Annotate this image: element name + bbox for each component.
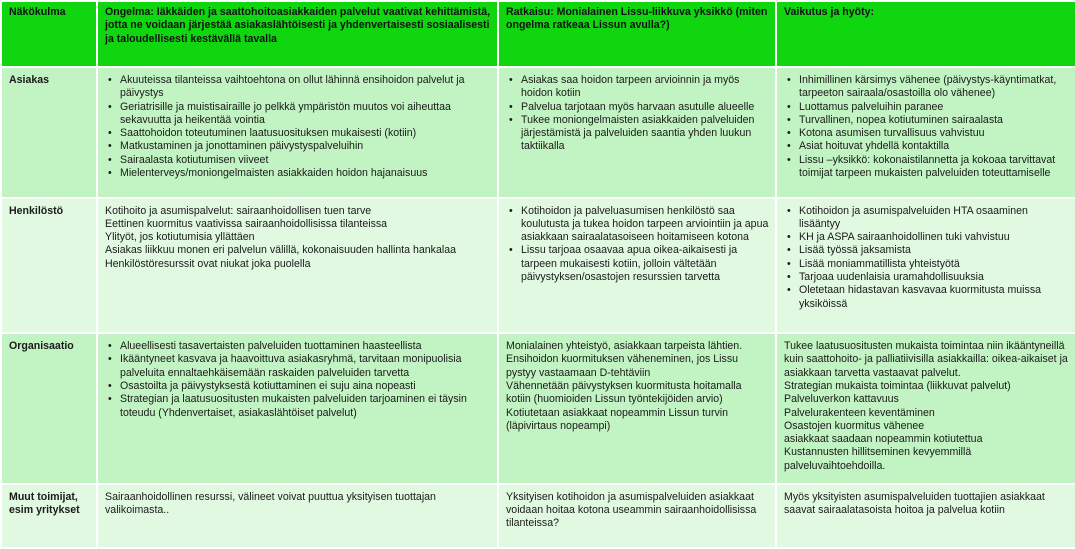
bullet-list [784, 74, 1071, 180]
list-item: • Ikääntyneet kasvava ja haavoittuva asiakasryhmä, tarvitaan monipuolisia palveluita ennaltaehkäisemään raskaiden palveluiden tarvetta [120, 353, 491, 380]
solution-cell [499, 485, 775, 547]
table-row [2, 199, 1075, 333]
list-item: • Akuuteissa tilanteissa vaihtoehtona on ollut lähinnä ensihoidon palvelut ja päivystys [120, 74, 491, 101]
table-row [2, 334, 1075, 483]
list-item: • Inhimillinen kärsimys vähenee (päivystys-käyntimatkat, tarpeeton sairaala/osastoilla olo vähenee) [799, 74, 1071, 101]
list-item: • Mielenterveys/moniongelmaisten asiakkaiden hoidon hajanaisuus [120, 167, 491, 180]
impact-cell [777, 334, 1075, 483]
text-line: Yksityisen kotihoidon ja asumispalveluiden asiakkaat voidaan hoitaa kotona useammin sairaanhoidollisissa tilanteissa? [506, 490, 757, 530]
list-item: • Osastoilta ja päivystyksestä kotiuttaminen ei suju aina nopeasti [120, 380, 491, 393]
text-line: Osastojen kuormitus vähenee [784, 419, 925, 432]
list-item: • KH ja ASPA sairaanhoidollinen tuki vahvistuu [799, 231, 1071, 244]
impact-cell [777, 199, 1075, 333]
text-line: Kotihoito ja asumispalvelut: sairaanhoidollisen tuen tarve [105, 204, 372, 217]
list-item: • Lissu –yksikkö: kokonaistilannetta ja kokoaa tarvittavat toimijat tarpeen mukaisten palveluiden toteuttamiselle [799, 154, 1071, 181]
list-item: • Alueellisesti tasavertaisten palveluiden tuottaminen haasteellista [120, 340, 491, 353]
text-line: Kustannusten hillitseminen kevyemmillä palveluvaihtoehdoilla. [784, 446, 972, 472]
list-item: • Strategian ja laatusuositusten mukaisten palveluiden tarjoaminen ei täysin toteudu (Yhdenvertaiset, asiakaslähtöiset palvelut) [120, 393, 491, 420]
list-item: • Asiakas saa hoidon tarpeen arvioinnin ja myös hoidon kotiin [521, 74, 769, 101]
table-row [2, 68, 1075, 197]
list-item: • Kotihoidon ja asumispalveluiden HTA osaaminen lisääntyy [799, 205, 1071, 232]
bullet-list [506, 74, 769, 154]
text-line: asiakkaat saadaan nopeammin kotiutettua [784, 433, 983, 446]
list-item: • Sairaalasta kotiutumisen viiveet [120, 154, 491, 167]
row-label: Muut toimijat, esim yritykset [2, 485, 96, 547]
text-line: Palveluverkon kattavuus [784, 393, 899, 406]
problem-cell [98, 68, 497, 197]
row-label: Henkilöstö [2, 199, 96, 333]
list-item: • Kotihoidon ja palveluasumisen henkilöstö saa koulutusta ja tukea hoidon tarpeen arviointiin ja apua asiakkaan sairaalatasoiseen hoitamiseen kotona [521, 205, 769, 245]
solution-cell [499, 199, 775, 333]
list-item: • Lisää työssä jaksamista [799, 244, 1071, 257]
header-solution: Ratkaisu: Monialainen Lissu-liikkuva yksikkö (miten ongelma ratkeaa Lissun avulla?) [499, 2, 775, 66]
list-item: • Matkustaminen ja jonottaminen päivystyspalveluihin [120, 140, 491, 153]
text-line: Kotiutetaan asiakkaat nopeammin Lissun turvin (läpivirtaus nopeampi) [506, 406, 729, 432]
text-line: Tukee laatusuositusten mukaista toimintaa niin ikääntyneillä kuin saattohoito- ja palliatiivisilla asiakkailla: oikea-aikaiset ja asiakkaan tarvetta vastaavat palvelut. [784, 340, 1068, 379]
list-item: • Turvallinen, nopea kotiutuminen sairaalasta [799, 114, 1071, 127]
header-perspective: Näkökulma [2, 2, 96, 66]
list-item: • Tukee moniongelmaisten asiakkaiden palveluiden järjestämistä ja palveluiden saantia yhden luukun taktiikalla [521, 114, 769, 154]
bullet-list [784, 205, 1071, 311]
bullet-list [105, 74, 491, 180]
text-line: Eettinen kuormitus vaativissa sairaanhoidollisissa tilanteissa [105, 217, 388, 230]
problem-cell [98, 485, 497, 547]
header-problem: Ongelma: Iäkkäiden ja saattohoitoasiakkaiden palvelut vaativat kehittämistä, jotta ne voidaan järjestää asiakaslähtöisesti ja yhdenvertaisesti sosiaalisesti ja taloudellisesti kestävällä tavalla [98, 2, 497, 66]
table-row [2, 485, 1075, 547]
text-line: Vähennetään päivystyksen kuormitusta hoitamalla kotiin (huomioiden Lissun työntekijöiden arvio) [506, 379, 742, 406]
text-line: Ylityöt, jos kotiutumisia yllättäen [105, 231, 255, 244]
impact-cell [777, 68, 1075, 197]
text-line: Asiakas liikkuu monen eri palvelun välillä, kokonaisuuden hallinta hankalaa [105, 244, 456, 257]
solution-cell [499, 68, 775, 197]
list-item: • Lisää moniammatillista yhteistyötä [799, 258, 1071, 271]
impact-cell [777, 485, 1075, 547]
list-item: • Palvelua tarjotaan myös harvaan asutulle alueelle [521, 101, 769, 114]
list-item: • Tarjoaa uudenlaisia uramahdollisuuksia [799, 271, 1071, 284]
text-line: Strategian mukaista toimintaa (liikkuvat palvelut) [784, 379, 1011, 392]
list-item: • Saattohoidon toteutuminen laatusuosituksen mukaisesti (kotiin) [120, 127, 491, 140]
text-line: Ensihoidon kuormituksen väheneminen, jos Lissu pystyy vastaamaan D-tehtäviin [506, 353, 739, 379]
row-label: Organisaatio [2, 334, 96, 483]
header-impact: Vaikutus ja hyöty: [777, 2, 1075, 66]
list-item: • Oletetaan hidastavan kasvavaa kuormitusta muissa yksiköissä [799, 284, 1071, 311]
list-item: • Lissu tarjoaa osaavaa apua oikea-aikaisesti ja tarpeen mukaisesti kotiin, jolloin vältetään päivystyksen/osastojen resurssien tarvetta [521, 244, 769, 284]
list-item: • Luottamus palveluihin paranee [799, 101, 1071, 114]
solution-cell [499, 334, 775, 483]
problem-cell [98, 334, 497, 483]
bullet-list [506, 205, 769, 285]
problem-cell [98, 199, 497, 333]
list-item: • Asiat hoituvat yhdellä kontaktilla [799, 140, 1071, 153]
text-line: Palvelurakenteen keventäminen [784, 406, 935, 419]
text-line: Sairaanhoidollinen resurssi, välineet voivat puuttua yksityisen tuottajan valikoimasta.. [105, 490, 436, 517]
bullet-list [105, 340, 491, 420]
text-line: Henkilöstöresurssit ovat niukat joka puolella [105, 257, 311, 270]
list-item: • Geriatrisille ja muistisairaille jo pelkkä ympäristön muutos voi aiheuttaa sekavuutta ja heikentää vointia [120, 101, 491, 128]
text-line: Monialainen yhteistyö, asiakkaan tarpeista lähtien. [506, 340, 743, 353]
header-row [2, 2, 1075, 66]
row-label: Asiakas [2, 68, 96, 197]
text-line: Myös yksityisten asumispalveluiden tuottajien asiakkaat saavat sairaalatasoista hoitoa ja palvelua kotiin [784, 490, 1045, 517]
list-item: • Kotona asumisen turvallisuus vahvistuu [799, 127, 1071, 140]
